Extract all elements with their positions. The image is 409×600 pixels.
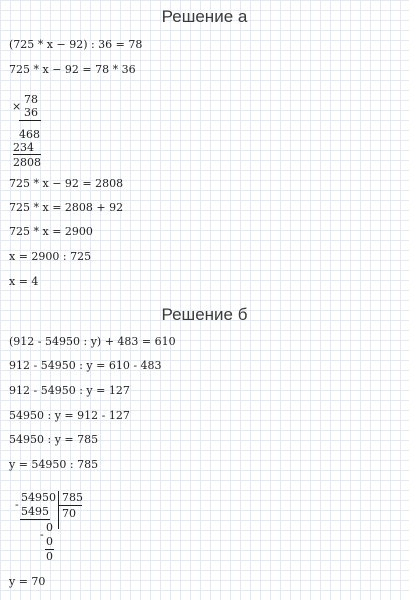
subtrahend-1: 5495: [21, 505, 49, 518]
multiply-sign: ×: [12, 100, 22, 113]
sum-bar: [13, 154, 41, 155]
equation-line: y = 70: [9, 575, 46, 588]
equation-line: 912 - 54950 : y = 127: [9, 384, 130, 397]
equation-line: (725 * x − 92) : 36 = 78: [9, 38, 143, 51]
factor-1: 78: [24, 93, 38, 106]
equation-line: 725 * x = 2808 + 92: [9, 201, 124, 214]
minus-sign: -: [15, 498, 19, 511]
minus-sign: -: [40, 528, 44, 541]
divisor-underline: [58, 505, 82, 506]
section-b-title: Решение б: [161, 305, 248, 324]
equation-line: y = 54950 : 785: [9, 458, 99, 471]
equation-line: 912 - 54950 : y = 610 - 483: [9, 359, 162, 372]
divisor: 785: [62, 491, 83, 504]
equation-line: 725 * x = 2900: [9, 225, 93, 238]
multiplication-bar: [19, 120, 41, 121]
remainder-2: 0: [46, 550, 53, 563]
section-a-title: Решение а: [161, 7, 248, 26]
factor-2: 36: [24, 106, 38, 119]
division-vertical-bar: [58, 491, 59, 529]
equation-line: 725 * x − 92 = 2808: [9, 177, 124, 190]
quotient: 70: [62, 507, 76, 520]
equation-line: x = 2900 : 725: [9, 250, 92, 263]
subtraction-bar-1: [20, 519, 50, 520]
equation-line: (912 - 54950 : y) + 483 = 610: [9, 335, 176, 348]
remainder-1: 0: [46, 521, 53, 534]
equation-line: 54950 : y = 785: [9, 433, 99, 446]
equation-line: 54950 : y = 912 - 127: [9, 409, 130, 422]
subtrahend-2: 0: [46, 535, 53, 548]
dividend: 54950: [21, 491, 56, 504]
partial-product-2: 234: [13, 141, 34, 154]
equation-line: x = 4: [9, 275, 39, 288]
product-result: 2808: [13, 156, 41, 169]
partial-product-1: 468: [19, 128, 40, 141]
equation-line: 725 * x − 92 = 78 * 36: [9, 63, 136, 76]
